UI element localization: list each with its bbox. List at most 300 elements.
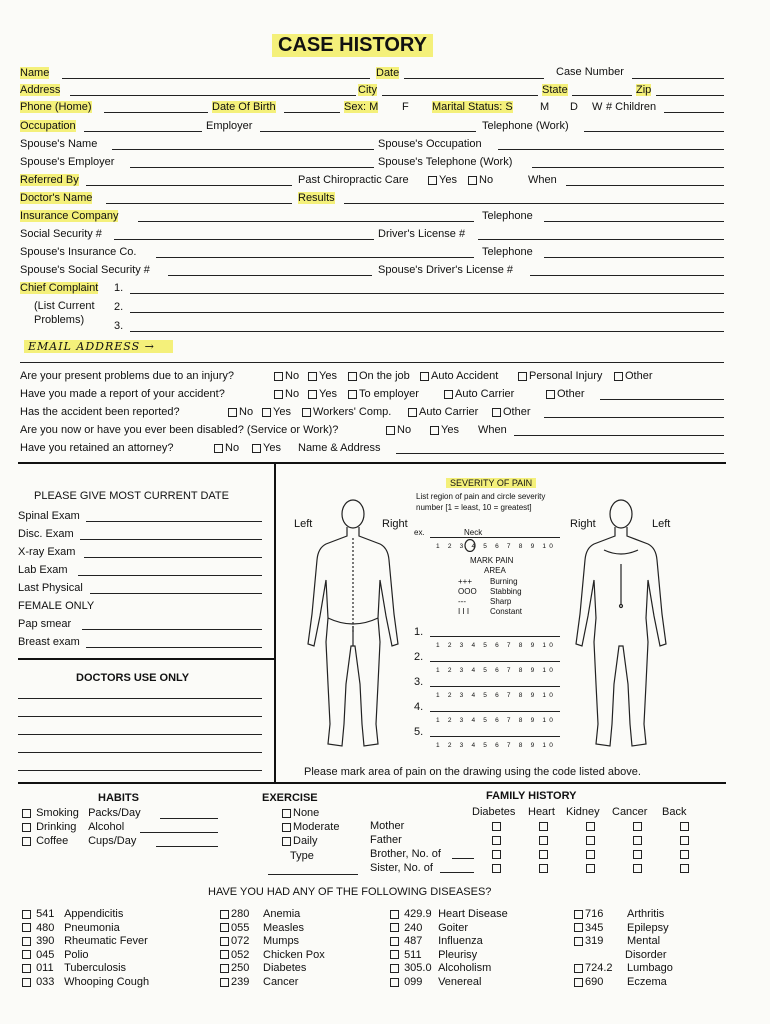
disease-code: 345 (585, 921, 604, 934)
breast-exam-field[interactable] (86, 647, 262, 648)
severity-instr-1: List region of pain and circle severity (416, 492, 546, 501)
exercise-type-label: Type (290, 850, 314, 862)
marital-s-label[interactable]: Marital Status: S (432, 101, 513, 113)
habit-coffee[interactable] (20, 834, 141, 848)
spouse-telephone-label: Spouse's Telephone (Work) (378, 156, 513, 168)
checkbox-icon[interactable] (539, 836, 548, 845)
example-label: ex. (414, 528, 425, 537)
disease-item[interactable] (218, 908, 325, 922)
q-disabled-no[interactable] (384, 424, 411, 436)
current-date-heading: PLEASE GIVE MOST CURRENT DATE (34, 490, 229, 502)
spouse-dl-field[interactable] (530, 275, 724, 276)
children-label: # Children (606, 101, 657, 113)
checkbox-icon[interactable] (633, 850, 642, 859)
q-report-other-field[interactable] (600, 399, 724, 400)
checkbox-icon[interactable] (348, 390, 357, 399)
disease-item[interactable] (388, 908, 508, 922)
checkbox-icon[interactable] (220, 937, 229, 946)
disease-code: 541 (36, 908, 55, 920)
cups-day-field[interactable] (156, 846, 218, 847)
disease-item[interactable] (20, 962, 149, 976)
checkbox-icon[interactable] (308, 372, 317, 381)
sister-count-field[interactable] (440, 872, 474, 873)
code-symbol: --- (458, 597, 466, 606)
disease-code: 480 (36, 921, 55, 934)
disease-name: Cancer (263, 975, 299, 988)
checkbox-icon[interactable] (633, 864, 642, 873)
auto-carrier-label: Auto Carrier (419, 406, 479, 418)
disease-item[interactable] (218, 922, 325, 936)
disease-item[interactable] (572, 908, 673, 922)
family-col-cancer: Cancer (612, 806, 648, 818)
disease-item[interactable] (20, 935, 149, 949)
disease-item[interactable] (572, 935, 673, 949)
doctors-use-line[interactable] (18, 752, 262, 753)
habit-unit-label: Cups/Day (88, 835, 137, 847)
disease-name: Influenza (438, 935, 483, 948)
checkbox-icon[interactable] (22, 809, 31, 818)
checkbox-icon[interactable] (308, 390, 317, 399)
disease-name: Disorder (625, 948, 667, 961)
code-symbol: +++ (458, 577, 473, 586)
case-number-label: Case Number (556, 66, 624, 78)
spouse-name-field[interactable] (112, 149, 374, 150)
insurance-telephone-field[interactable] (544, 221, 724, 222)
checkbox-icon[interactable] (518, 372, 527, 381)
checkbox-icon[interactable] (22, 950, 31, 959)
q-injury-on-job[interactable] (346, 370, 410, 382)
exercise-none[interactable] (280, 806, 339, 820)
code-label: Burning (490, 577, 518, 586)
dob-field[interactable] (284, 112, 340, 113)
disease-name: Alcoholism (438, 962, 492, 975)
personal-injury-label: Personal Injury (529, 370, 603, 382)
drivers-license-label: Driver's License # (378, 228, 466, 240)
packs-day-field[interactable] (160, 818, 218, 819)
pain-row-2-scale[interactable]: 1 2 3 4 5 6 7 8 9 10 (436, 667, 557, 674)
checkbox-icon[interactable] (468, 176, 477, 185)
disease-code: 280 (231, 908, 250, 920)
q-injury-other[interactable] (612, 370, 653, 382)
checkbox-icon[interactable] (444, 390, 453, 399)
checkbox-icon[interactable] (633, 836, 642, 845)
occupation-field[interactable] (84, 131, 202, 132)
body-back-diagram[interactable] (306, 494, 400, 758)
checkbox-icon[interactable] (252, 444, 261, 453)
q-injury-auto-accident[interactable] (418, 370, 498, 382)
checkbox-icon[interactable] (22, 964, 31, 973)
sex-f-label[interactable]: F (402, 101, 409, 113)
q-attorney-yes[interactable] (250, 442, 281, 454)
family-col-diabetes: Diabetes (472, 806, 516, 818)
email-address-handwritten: EMAIL ADDRESS → (24, 340, 173, 353)
q-report-no[interactable] (272, 388, 299, 400)
checkbox-icon[interactable] (574, 937, 583, 946)
checkbox-icon[interactable] (680, 850, 689, 859)
doctors-use-line[interactable] (18, 770, 262, 771)
disease-code: 429.9 (404, 908, 432, 920)
diseases-heading: HAVE YOU HAD ANY OF THE FOLLOWING DISEASES? (208, 886, 492, 898)
email-field[interactable] (20, 362, 724, 363)
doctors-use-heading: DOCTORS USE ONLY (76, 672, 190, 684)
checkbox-icon[interactable] (220, 950, 229, 959)
disease-name: Rheumatic Fever (64, 935, 148, 948)
checkbox-icon[interactable] (539, 864, 548, 873)
q-attorney-no[interactable] (212, 442, 239, 454)
spouse-telephone-field[interactable] (532, 167, 724, 168)
q-attorney-name-address-field[interactable] (396, 453, 724, 454)
checkbox-icon[interactable] (492, 864, 501, 873)
brother-count-field[interactable] (452, 858, 474, 859)
yes-label: Yes (319, 388, 337, 400)
checkbox-icon[interactable] (680, 864, 689, 873)
city-label: City (358, 84, 377, 96)
breast-exam-label: Breast exam (18, 636, 80, 648)
spouse-insurance-telephone-field[interactable] (544, 257, 724, 258)
zip-field[interactable] (656, 95, 724, 96)
family-col-kidney: Kidney (566, 806, 600, 818)
checkbox-icon[interactable] (539, 850, 548, 859)
family-row-mother: Mother (370, 820, 405, 832)
other-label: Other (557, 388, 585, 400)
checkbox-icon[interactable] (574, 923, 583, 932)
spinal-exam-field[interactable] (86, 521, 262, 522)
doctor-name-field[interactable] (106, 203, 292, 204)
sex-m-label[interactable]: Sex: M (344, 101, 379, 113)
spouse-ss-field[interactable] (168, 275, 372, 276)
disease-code: 690 (585, 975, 604, 988)
checkbox-icon[interactable] (22, 978, 31, 987)
checkbox-icon[interactable] (22, 923, 31, 932)
referred-by-field[interactable] (86, 185, 292, 186)
habit-unit-label: Alcohol (88, 821, 125, 833)
lab-exam-field[interactable] (78, 575, 262, 576)
past-chiro-no[interactable] (466, 174, 493, 186)
past-chiro-yes[interactable] (426, 174, 457, 186)
disease-item[interactable] (572, 976, 673, 990)
checkbox-icon[interactable] (574, 978, 583, 987)
q-report-yes[interactable] (306, 388, 337, 400)
checkbox-icon[interactable] (430, 426, 439, 435)
pain-row-3-scale[interactable]: 1 2 3 4 5 6 7 8 9 10 (436, 692, 557, 699)
pain-row-4-scale[interactable]: 1 2 3 4 5 6 7 8 9 10 (436, 717, 557, 724)
spouse-insurance-field[interactable] (156, 257, 474, 258)
insurance-company-field[interactable] (138, 221, 474, 222)
case-number-field[interactable] (632, 78, 724, 79)
disease-name: Lumbago (627, 962, 673, 975)
social-security-label: Social Security # (20, 228, 102, 240)
pain-row-2-region[interactable] (430, 661, 560, 662)
yes-label: Yes (439, 174, 457, 186)
checkbox-icon[interactable] (22, 823, 31, 832)
no-label: No (285, 388, 300, 400)
q-injury-personal[interactable] (516, 370, 602, 382)
pain-row-5-number: 5. (414, 726, 424, 738)
complaint-2-number: 2. (114, 301, 124, 313)
spouse-insurance-label: Spouse's Insurance Co. (20, 246, 137, 258)
severity-instr-2: number [1 = least, 10 = greatest] (416, 503, 532, 512)
pain-row-3-number: 3. (414, 676, 424, 688)
past-chiro-when-field[interactable] (566, 185, 724, 186)
disease-item[interactable] (572, 922, 673, 936)
last-physical-field[interactable] (90, 593, 262, 594)
checkbox-icon[interactable] (390, 923, 399, 932)
checkbox-icon[interactable] (680, 836, 689, 845)
checkbox-icon[interactable] (633, 822, 642, 831)
code-stabbing (458, 587, 522, 597)
checkbox-icon[interactable] (220, 964, 229, 973)
disease-name: Heart Disease (438, 908, 508, 920)
alcohol-field[interactable] (140, 832, 218, 833)
checkbox-icon[interactable] (586, 864, 595, 873)
social-security-field[interactable] (114, 239, 374, 240)
q-reported-no[interactable] (226, 406, 253, 418)
checkbox-icon[interactable] (428, 176, 437, 185)
checkbox-icon[interactable] (386, 426, 395, 435)
family-checkbox-row (490, 834, 691, 848)
checkbox-icon[interactable] (492, 836, 501, 845)
disease-item[interactable] (388, 976, 508, 990)
checkbox-icon[interactable] (214, 444, 223, 453)
q-reported-yes[interactable] (260, 406, 291, 418)
disease-code: 305.0 (404, 962, 432, 975)
disease-item[interactable] (218, 935, 325, 949)
disease-name: Chicken Pox (263, 948, 325, 961)
disease-name: Goiter (438, 921, 469, 934)
doctors-use-line[interactable] (18, 716, 262, 717)
phone-home-field[interactable] (104, 112, 208, 113)
checkbox-icon[interactable] (492, 408, 501, 417)
spouse-occupation-label: Spouse's Occupation (378, 138, 482, 150)
checkbox-icon[interactable] (228, 408, 237, 417)
disease-item[interactable] (388, 922, 508, 936)
disease-item[interactable] (20, 949, 149, 963)
q-report-auto-carrier[interactable] (442, 388, 514, 400)
spouse-name-label: Spouse's Name (20, 138, 98, 150)
pap-smear-field[interactable] (82, 629, 262, 630)
habit-label: Drinking (36, 821, 77, 833)
disease-name: Epilepsy (627, 921, 669, 934)
address-field[interactable] (70, 95, 356, 96)
section-divider (18, 462, 726, 464)
exercise-moderate[interactable] (280, 820, 339, 834)
disease-item[interactable] (20, 908, 149, 922)
doctors-use-line[interactable] (18, 698, 262, 699)
checkbox-icon[interactable] (492, 822, 501, 831)
disease-code: 716 (585, 908, 604, 920)
disease-item[interactable] (388, 962, 508, 976)
disease-item[interactable] (20, 976, 149, 990)
children-field[interactable] (664, 112, 724, 113)
q-disabled-yes[interactable] (428, 424, 459, 436)
q-injury-no[interactable] (272, 370, 299, 382)
disease-code: 052 (231, 948, 250, 961)
checkbox-icon[interactable] (574, 910, 583, 919)
referred-by-label: Referred By (20, 174, 79, 186)
checkbox-icon[interactable] (22, 937, 31, 946)
drivers-license-field[interactable] (478, 239, 724, 240)
dob-label: Date Of Birth (212, 101, 276, 113)
left-label-back-figure: Left (294, 518, 313, 530)
checkbox-icon[interactable] (220, 923, 229, 932)
disease-code: 724.2 (585, 962, 613, 975)
checkbox-icon[interactable] (492, 850, 501, 859)
disease-code: 250 (231, 962, 250, 975)
checkbox-icon[interactable] (390, 910, 399, 919)
complaint-1-field[interactable] (130, 293, 724, 294)
left-label-front-figure: Left (652, 518, 671, 530)
checkbox-icon[interactable] (302, 408, 311, 417)
q-report-label: Have you made a report of your accident? (20, 388, 225, 400)
disease-name: Venereal (438, 975, 482, 988)
checkbox-icon[interactable] (614, 372, 623, 381)
checkbox-icon[interactable] (274, 372, 283, 381)
disease-name: Polio (64, 948, 89, 961)
checkbox-icon[interactable] (408, 408, 417, 417)
disc-exam-field[interactable] (80, 539, 262, 540)
results-field[interactable] (344, 203, 724, 204)
diseases-col-3 (388, 908, 508, 990)
checkbox-icon[interactable] (348, 372, 357, 381)
family-checkbox-row (490, 848, 691, 862)
pap-smear-label: Pap smear (18, 618, 72, 630)
disease-code: 239 (231, 975, 250, 988)
disease-name: Pleurisy (438, 948, 478, 961)
yes-label: Yes (441, 424, 459, 436)
checkbox-icon[interactable] (274, 390, 283, 399)
date-label: Date (376, 67, 400, 79)
family-checkbox-row (490, 862, 691, 876)
left-panel-divider (18, 658, 274, 660)
disease-item[interactable] (20, 922, 149, 936)
doctors-use-line[interactable] (18, 734, 262, 735)
checkbox-icon[interactable] (22, 910, 31, 919)
pain-row-1-region[interactable] (430, 636, 560, 637)
name-field[interactable] (62, 78, 370, 79)
code-label: Sharp (490, 597, 512, 606)
diseases-col-1 (20, 908, 149, 990)
checkbox-icon[interactable] (539, 822, 548, 831)
q-injury-yes[interactable] (306, 370, 337, 382)
checkbox-icon[interactable] (220, 910, 229, 919)
family-history-heading: FAMILY HISTORY (486, 790, 577, 802)
q-reported-workers-comp[interactable] (300, 406, 391, 418)
exercise-type-field[interactable] (268, 874, 358, 875)
q-disabled-when-field[interactable] (514, 435, 724, 436)
checkbox-icon[interactable] (586, 850, 595, 859)
checkbox-icon[interactable] (680, 822, 689, 831)
disease-name: Eczema (627, 975, 667, 988)
chief-complaint-label: Chief Complaint (20, 282, 99, 294)
city-field[interactable] (382, 95, 538, 96)
q-report-other[interactable] (544, 388, 585, 400)
checkbox-icon[interactable] (390, 964, 399, 973)
past-chiro-label: Past Chiropractic Care (298, 174, 409, 186)
q-report-employer[interactable] (346, 388, 419, 400)
right-label-back-figure: Right (382, 518, 408, 530)
checkbox-icon[interactable] (220, 978, 229, 987)
xray-exam-field[interactable] (84, 557, 262, 558)
code-symbol: OOO (458, 587, 477, 596)
family-checkbox-grid (490, 820, 691, 876)
habit-label: Smoking (36, 807, 79, 819)
disease-item[interactable] (388, 949, 508, 963)
checkbox-icon[interactable] (390, 937, 399, 946)
code-symbol: I I I (458, 607, 470, 616)
marital-d-label[interactable]: D (570, 101, 578, 113)
checkbox-icon[interactable] (546, 390, 555, 399)
habit-smoking[interactable] (20, 806, 141, 820)
checkbox-icon[interactable] (22, 837, 31, 846)
family-checkbox-row (490, 820, 691, 834)
example-scale: 1 2 3 4 5 6 7 8 9 10 (436, 543, 557, 550)
checkbox-icon[interactable] (586, 822, 595, 831)
disease-code: 011 (36, 962, 54, 975)
body-front-diagram[interactable] (574, 494, 671, 758)
checkbox-icon[interactable] (390, 950, 399, 959)
q-reported-auto-carrier[interactable] (406, 406, 478, 418)
q-reported-other-field[interactable] (544, 417, 724, 418)
disease-item[interactable] (218, 962, 325, 976)
marital-m-label[interactable]: M (540, 101, 550, 113)
disc-exam-label: Disc. Exam (18, 528, 74, 540)
complaint-3-field[interactable] (130, 331, 724, 332)
checkbox-icon[interactable] (282, 823, 291, 832)
circled-example-icon (464, 539, 476, 552)
date-field[interactable] (404, 78, 544, 79)
telephone-work-label: Telephone (Work) (482, 120, 569, 132)
checkbox-icon[interactable] (586, 836, 595, 845)
checkbox-icon[interactable] (420, 372, 429, 381)
disease-item[interactable] (388, 935, 508, 949)
pain-row-4-region[interactable] (430, 711, 560, 712)
pain-row-1-scale[interactable]: 1 2 3 4 5 6 7 8 9 10 (436, 642, 557, 649)
employer-label: Employer (206, 120, 253, 132)
pain-row-3-region[interactable] (430, 686, 560, 687)
auto-carrier-label: Auto Carrier (455, 388, 515, 400)
state-field[interactable] (572, 95, 632, 96)
spouse-occupation-field[interactable] (498, 149, 724, 150)
employer-field[interactable] (260, 131, 476, 132)
disease-item[interactable] (572, 962, 673, 976)
checkbox-icon[interactable] (262, 408, 271, 417)
pain-row-5-region[interactable] (430, 736, 560, 737)
checkbox-icon[interactable] (282, 809, 291, 818)
spouse-employer-field[interactable] (130, 167, 374, 168)
code-sharp (458, 597, 522, 607)
checkbox-icon[interactable] (574, 964, 583, 973)
disease-code: 390 (36, 935, 55, 948)
complaint-2-field[interactable] (130, 312, 724, 313)
habit-drinking[interactable] (20, 820, 141, 834)
disease-item[interactable] (218, 976, 325, 990)
q-reported-other[interactable] (490, 406, 531, 418)
name-label: Name (20, 67, 50, 79)
checkbox-icon[interactable] (390, 978, 399, 987)
marital-w-label[interactable]: W (592, 101, 603, 113)
pain-row-5-scale[interactable]: 1 2 3 4 5 6 7 8 9 10 (436, 742, 557, 749)
exercise-daily[interactable] (280, 834, 339, 848)
disease-name: Mental (627, 935, 661, 948)
spouse-dl-label: Spouse's Driver's License # (378, 264, 514, 276)
q-injury-label: Are your present problems due to an injury? (20, 370, 235, 382)
checkbox-icon[interactable] (282, 837, 291, 846)
disease-name: Measles (263, 921, 304, 934)
disease-item[interactable] (218, 949, 325, 963)
telephone-work-field[interactable] (584, 131, 724, 132)
results-label: Results (298, 192, 335, 204)
insurance-company-label: Insurance Company (20, 210, 119, 222)
